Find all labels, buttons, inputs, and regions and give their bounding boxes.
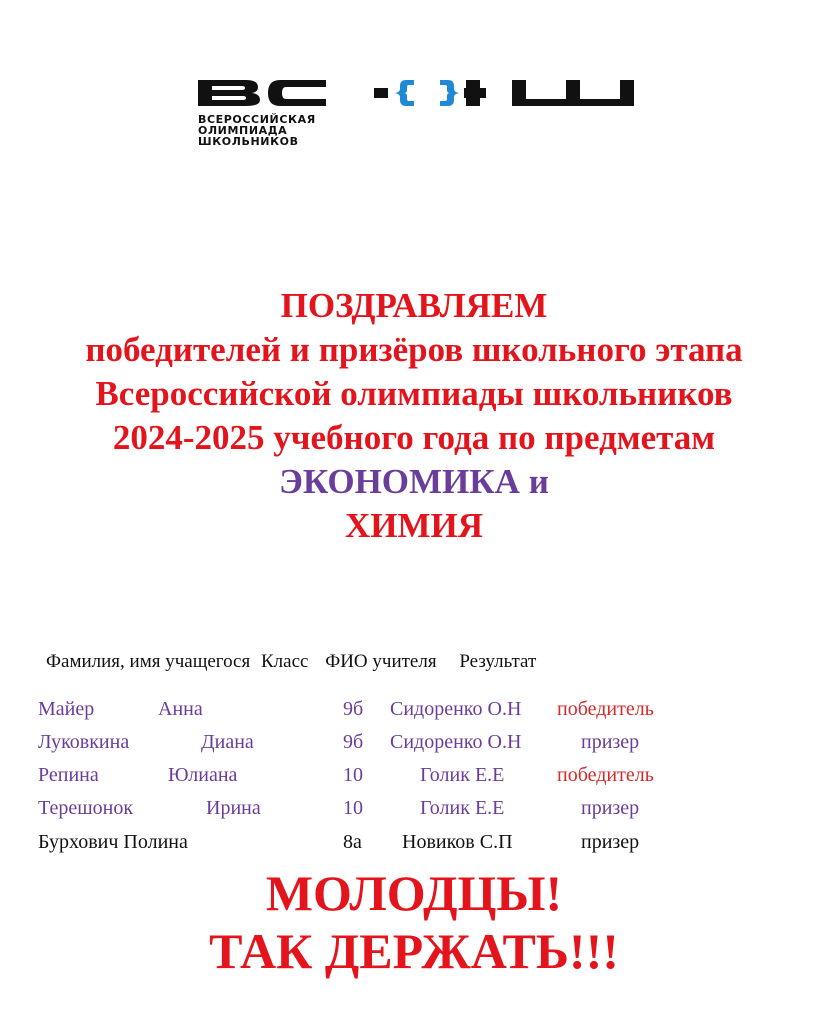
row-teacher: Новиков С.П: [402, 831, 513, 853]
subject-economics: ЭКОНОМИКА: [279, 462, 520, 501]
row-last-name: Луковкина: [38, 731, 130, 753]
congratulations-headline: [0, 284, 828, 548]
row-result: победитель: [557, 764, 654, 786]
closing-line-2: ТАК ДЕРЖАТЬ!!!: [209, 923, 619, 979]
header-class: Класс: [260, 651, 309, 672]
headline-line-2: победителей и призёров школьного этапа: [85, 330, 743, 369]
headline-subjects: [0, 460, 828, 504]
row-class: 9б: [343, 698, 364, 720]
subject-conjunction: и: [519, 462, 549, 501]
table-row: [0, 731, 828, 761]
logo-subtitle-line: ШКОЛЬНИКОВ: [198, 135, 299, 148]
row-last-name: Репина: [38, 764, 99, 786]
table-row: [0, 831, 828, 861]
table-row: [0, 698, 828, 728]
row-result: призер: [581, 731, 640, 753]
row-class: 9б: [343, 731, 364, 753]
row-result: призер: [581, 831, 640, 853]
headline-line-4: 2024-2025 учебного года по предметам: [112, 418, 716, 457]
table-row: [0, 797, 828, 827]
row-class: 10: [343, 797, 363, 819]
row-first-name: Юлиана: [168, 764, 238, 786]
logo-subtitle-line: ОЛИМПИАДА: [198, 124, 288, 137]
header-result: Результат: [459, 651, 537, 672]
vsosh-logo: [196, 76, 656, 156]
vsosh-wordmark-icon: [196, 76, 656, 108]
closing-message: [0, 864, 828, 980]
row-result: победитель: [557, 698, 654, 720]
subject-chemistry: ХИМИЯ: [344, 506, 484, 545]
header-name: Фамилия, имя учащегося: [46, 651, 251, 672]
row-first-name: Анна: [158, 698, 203, 720]
logo-subtitle-line: ВСЕРОССИЙСКАЯ: [198, 113, 316, 126]
row-result: призер: [581, 797, 640, 819]
row-first-name: Диана: [201, 731, 254, 753]
row-last-name: Терешонок: [38, 797, 134, 819]
row-first-name: Ирина: [206, 797, 261, 819]
row-class: 10: [343, 764, 363, 786]
logo-subtitle: [198, 114, 316, 147]
table-row: [0, 764, 828, 794]
headline-line-1: ПОЗДРАВЛЯЕМ: [280, 286, 548, 325]
results-table-header: [46, 651, 536, 673]
row-full-name: Бурхович Полина: [38, 831, 188, 853]
closing-line-1: МОЛОДЦЫ!: [265, 865, 563, 921]
headline-line-3: Всероссийской олимпиады школьников: [95, 374, 733, 413]
row-teacher: Сидоренко О.Н: [390, 698, 522, 720]
row-class: 8а: [343, 831, 362, 853]
header-teacher: ФИО учителя: [325, 651, 437, 672]
row-teacher: Голик Е.Е: [420, 797, 505, 819]
row-teacher: Голик Е.Е: [420, 764, 505, 786]
row-last-name: Майер: [38, 698, 95, 720]
row-teacher: Сидоренко О.Н: [390, 731, 522, 753]
